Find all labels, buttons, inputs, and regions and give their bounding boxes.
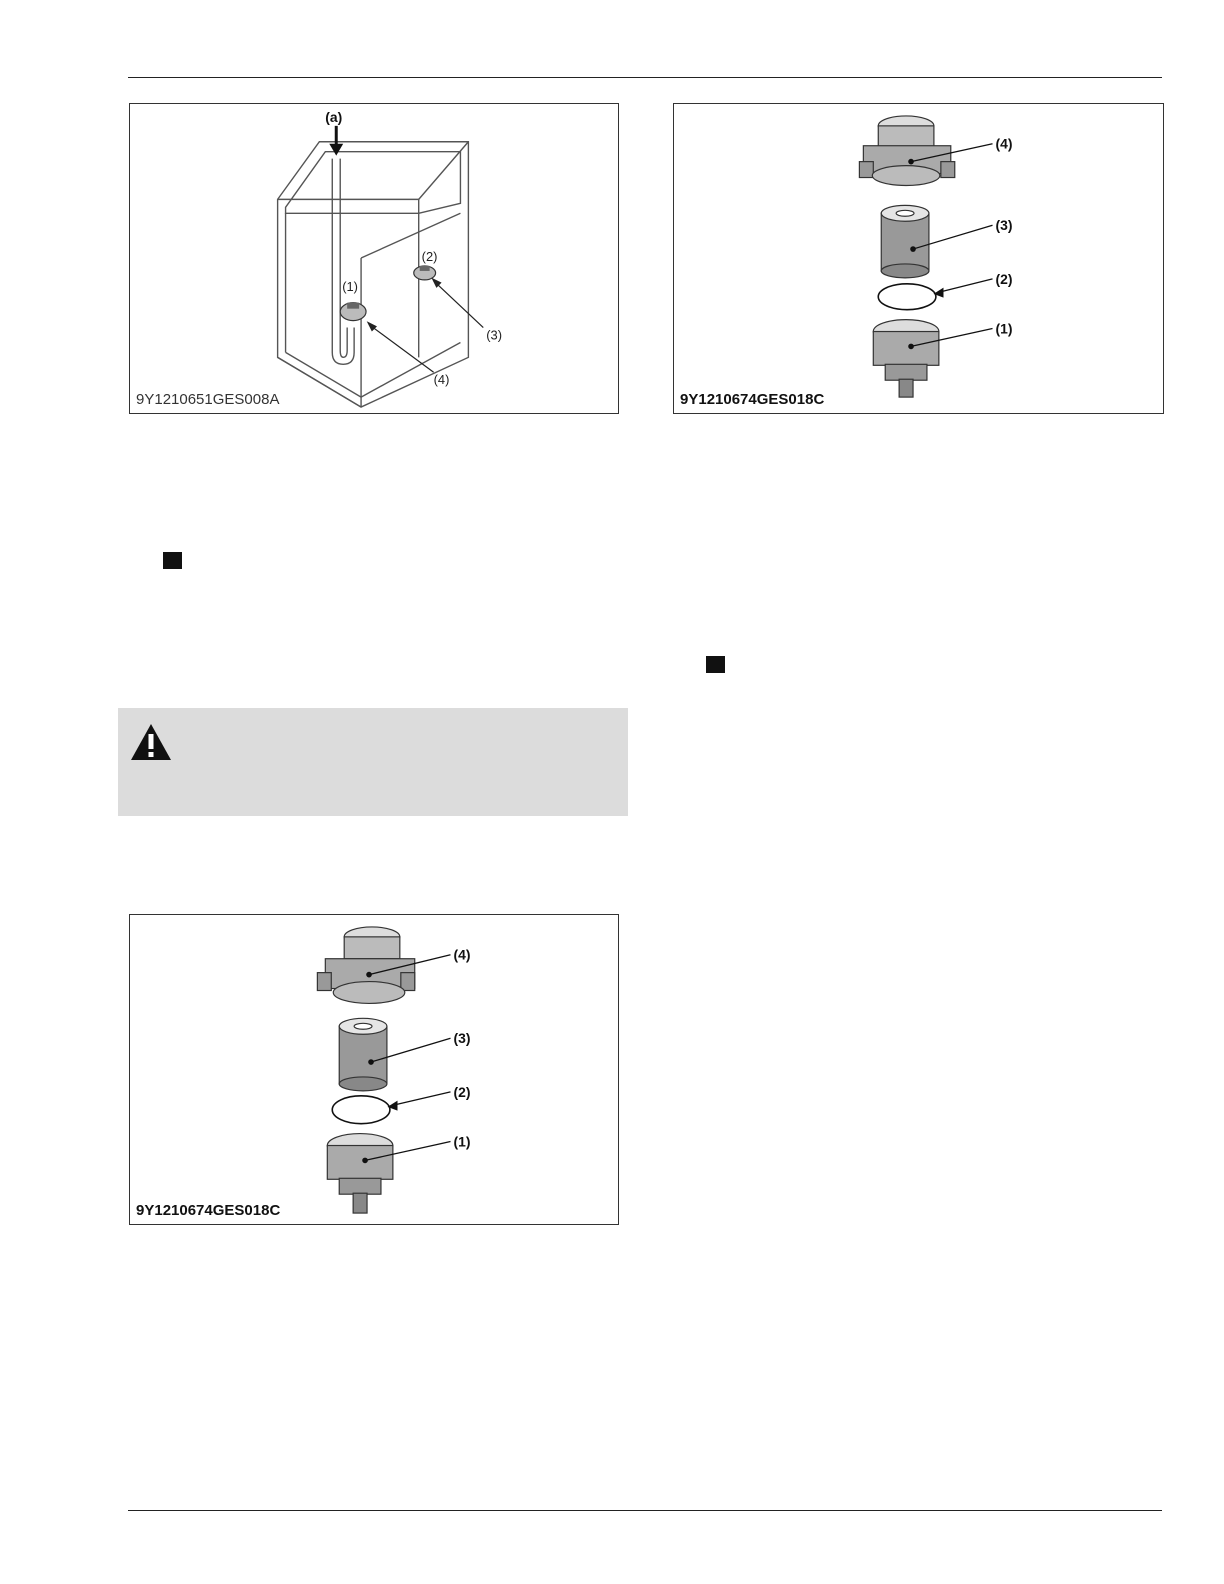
- fuel-filter-illustration: [674, 104, 1163, 413]
- figure-code: 9Y1210651GES008A: [136, 391, 280, 408]
- figure2-label-2: (2): [995, 270, 1013, 287]
- figure-code: 9Y1210674GES018C: [136, 1202, 281, 1219]
- figure1-label-3: (3): [486, 327, 503, 343]
- figure1-label-1: (1): [342, 278, 358, 294]
- figure1-label-2: (2): [421, 248, 438, 264]
- figure-fuel-filter-exploded: [129, 914, 619, 1225]
- header-rule: [128, 77, 1162, 78]
- figure-code: 9Y1210674GES018C: [680, 391, 825, 408]
- figure1-label-a: (a): [325, 108, 343, 125]
- warning-triangle-icon: [129, 722, 173, 762]
- fuel-filter-illustration: [130, 915, 618, 1224]
- footer-rule: [128, 1510, 1162, 1511]
- figure-fuel-filter-exploded: [673, 103, 1164, 414]
- figure3-label-4: (4): [453, 946, 471, 963]
- black-square-icon: [163, 552, 182, 569]
- figure2-label-1: (1): [995, 320, 1013, 337]
- figure3-label-2: (2): [453, 1083, 471, 1100]
- figure2-label-4: (4): [995, 135, 1013, 152]
- black-square-icon: [706, 656, 725, 673]
- fuel-tank-illustration: [130, 104, 618, 413]
- figure2-label-3: (3): [995, 217, 1013, 234]
- warning-panel: [118, 708, 628, 816]
- figure-fuel-tank: [129, 103, 619, 414]
- figure3-label-3: (3): [453, 1030, 471, 1047]
- figure3-label-1: (1): [453, 1133, 471, 1150]
- figure1-label-4: (4): [433, 372, 450, 388]
